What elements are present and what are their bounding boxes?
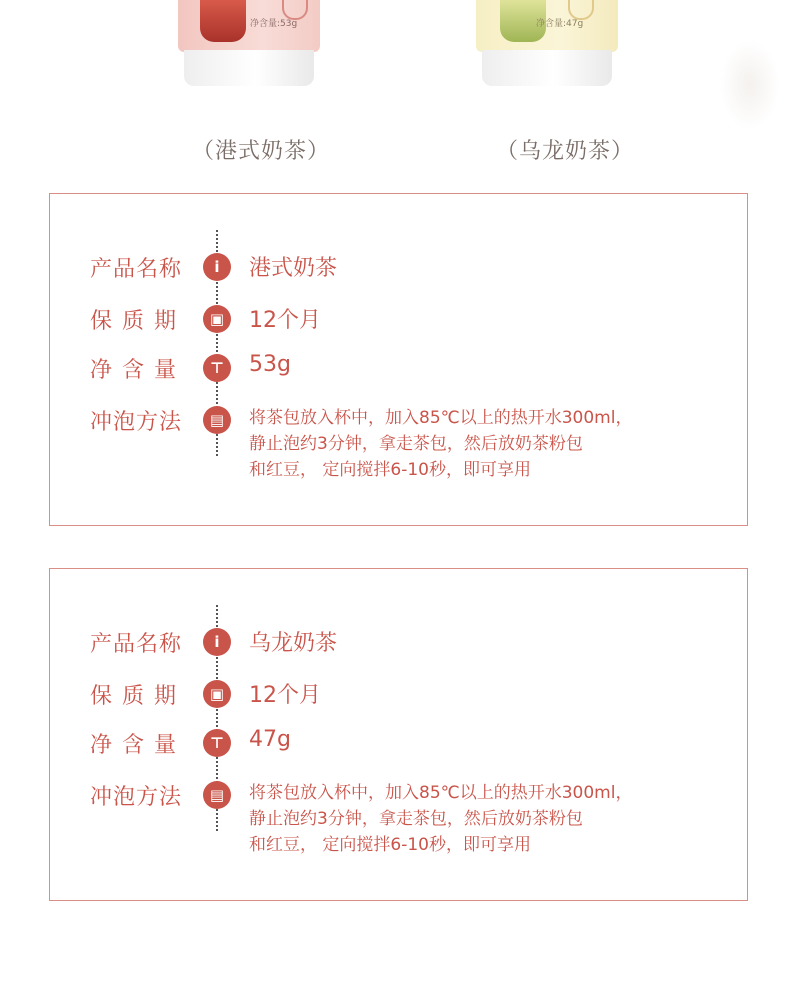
shelf-life-label: 保质期 (90, 309, 187, 334)
shelf-life-label: 保质期 (90, 684, 187, 709)
info-row-brew-method (50, 405, 740, 480)
info-row-shelf-life (50, 679, 740, 719)
shelf-life-value: 12个月 (249, 683, 321, 708)
brew-method-text (249, 405, 719, 483)
info-icon: i (203, 253, 231, 281)
product-images-section (0, 0, 790, 180)
scale-icon: ⊤ (203, 729, 231, 757)
method-icon: ▤ (203, 781, 231, 809)
cup-window (200, 0, 246, 42)
scale-icon: ⊤ (203, 354, 231, 382)
cup-base (184, 50, 314, 86)
cup-net-weight-text: 净含量:47g (536, 19, 584, 29)
brew-method-line: 和红豆， 定向搅拌6-10秒，即可享用 (249, 460, 531, 480)
product-info-card-hk (49, 193, 748, 526)
brew-method-text (249, 780, 719, 858)
name-value: 乌龙奶茶 (249, 631, 338, 656)
net-weight-label: 净含量 (90, 358, 187, 383)
calendar-icon: ▣ (203, 680, 231, 708)
info-row-shelf-life (50, 304, 740, 344)
brew-method-line: 静止泡约3分钟，拿走茶包，然后放奶茶粉包 (249, 434, 583, 454)
product-caption-oolong: （乌龙奶茶） (496, 139, 635, 164)
net-weight-value: 47g (249, 727, 291, 752)
info-row-name (50, 627, 740, 667)
net-weight-value: 53g (249, 352, 291, 377)
method-icon: ▤ (203, 406, 231, 434)
hk-milk-tea-cup-image (178, 0, 320, 88)
info-row-net-weight (50, 728, 740, 768)
info-row-name (50, 252, 740, 292)
shelf-life-value: 12个月 (249, 308, 321, 333)
cup-base (482, 50, 612, 86)
calendar-icon: ▣ (203, 305, 231, 333)
brew-method-line: 和红豆， 定向搅拌6-10秒，即可享用 (249, 835, 531, 855)
brew-method-line: 将茶包放入杯中，加入85℃以上的热开水300ml， (249, 783, 633, 803)
cup-net-weight-text: 净含量:53g (250, 19, 298, 29)
brew-method-label: 冲泡方法 (90, 785, 183, 810)
brew-method-line: 将茶包放入杯中，加入85℃以上的热开水300ml， (249, 408, 633, 428)
product-caption-hk: （港式奶茶） (192, 139, 331, 164)
brew-method-label: 冲泡方法 (90, 410, 183, 435)
info-row-net-weight (50, 353, 740, 393)
name-label: 产品名称 (90, 257, 183, 282)
info-row-brew-method (50, 780, 740, 855)
background-glow (720, 40, 780, 130)
oolong-milk-tea-cup-image (476, 0, 618, 88)
info-icon: i (203, 628, 231, 656)
product-info-card-oolong (49, 568, 748, 901)
brew-method-line: 静止泡约3分钟，拿走茶包，然后放奶茶粉包 (249, 809, 583, 829)
name-label: 产品名称 (90, 632, 183, 657)
name-value: 港式奶茶 (249, 256, 338, 281)
net-weight-label: 净含量 (90, 733, 187, 758)
